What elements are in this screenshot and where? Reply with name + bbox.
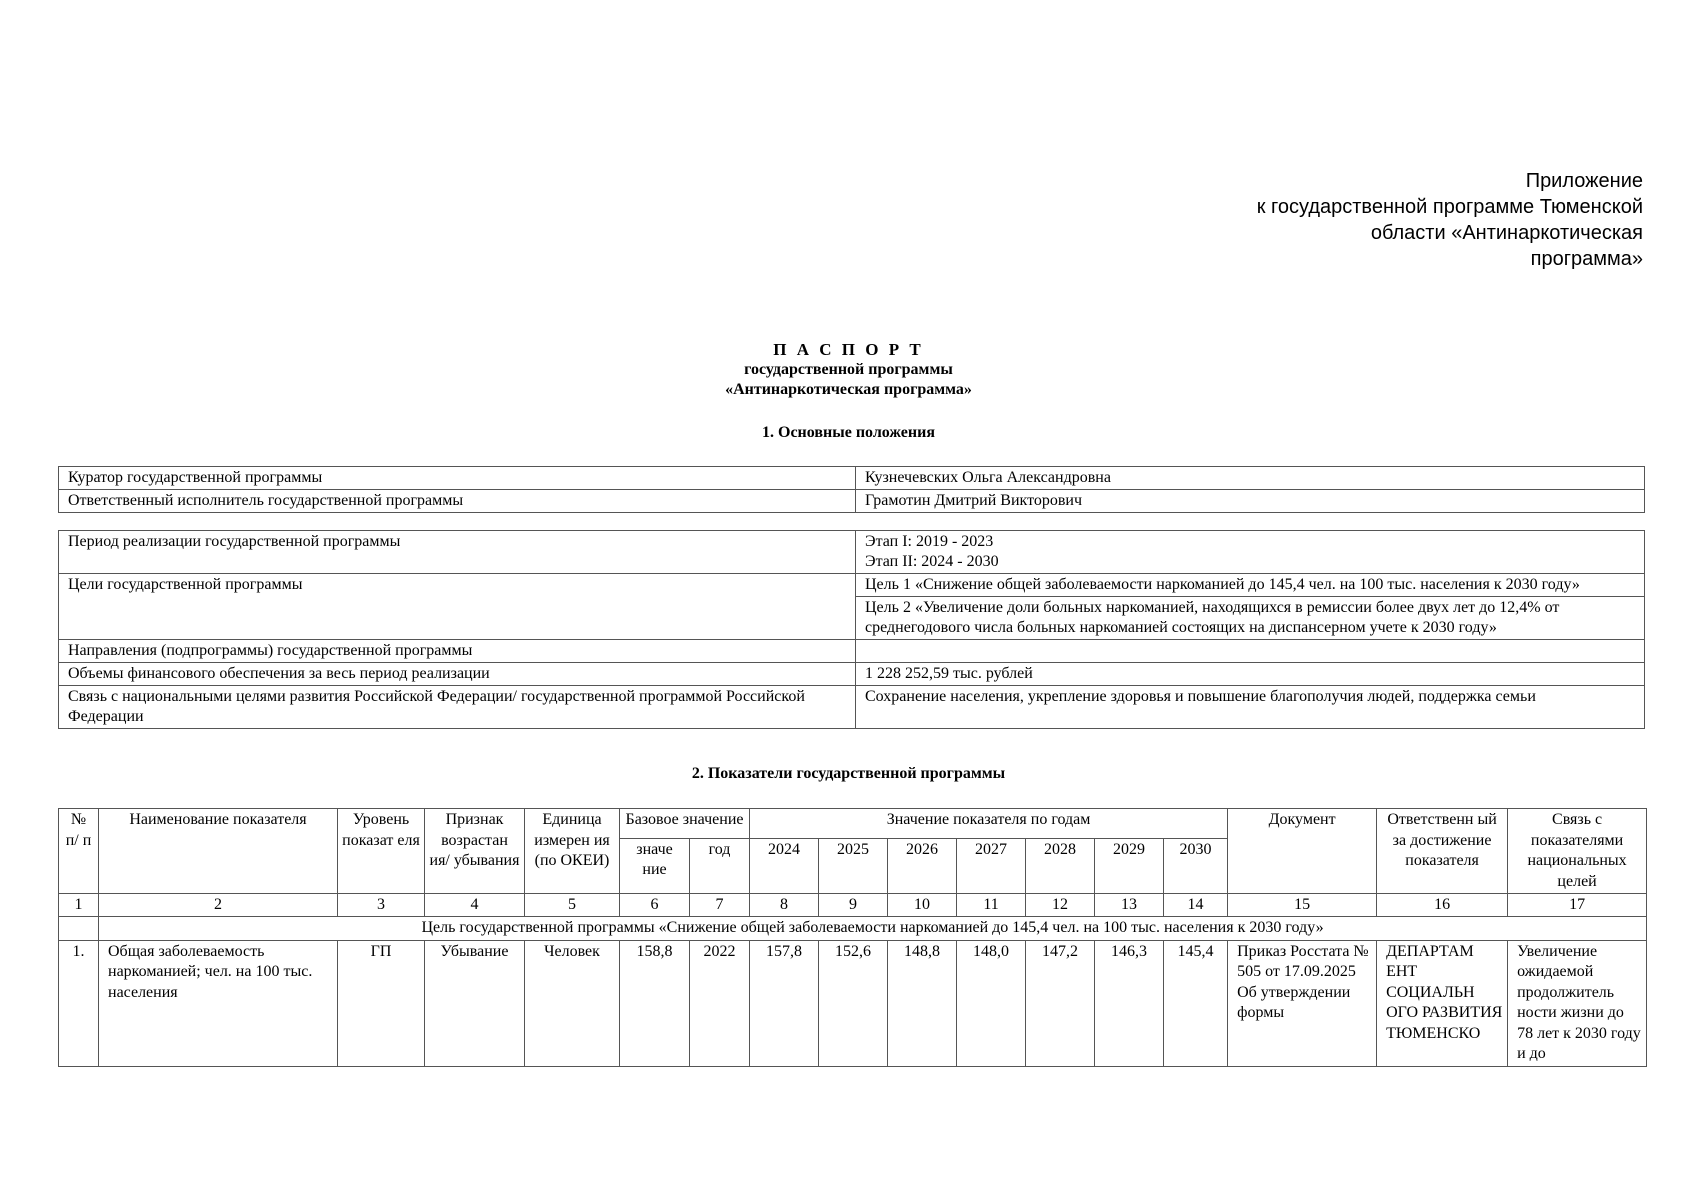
cell-no: 1. [59, 940, 99, 1066]
column-number: 17 [1508, 894, 1647, 917]
goal-row-text: Цель государственной программы «Снижение общей заболеваемости наркоманией до 145,4 чел. на 100 тыс. населения к 2030 году» [99, 917, 1647, 941]
column-number: 2 [99, 894, 338, 917]
table-row [59, 490, 1645, 513]
header-year: 2026 [888, 838, 957, 893]
header-year: 2024 [750, 838, 819, 893]
table-row [59, 640, 1645, 663]
cell-document: Приказ Росстата № 505 от 17.09.2025 Об утверждении формы [1228, 940, 1377, 1066]
cell-year-value: 152,6 [819, 940, 888, 1066]
column-number: 5 [525, 894, 620, 917]
basic-info-table [58, 466, 1645, 513]
header-values-by-year: Значение показателя по годам [750, 809, 1228, 839]
executor-value: Грамотин Дмитрий Викторович [856, 490, 1645, 513]
header-year: 2025 [819, 838, 888, 893]
appendix-line: программа» [1530, 248, 1643, 270]
funding-value: 1 228 252,59 тыс. рублей [856, 663, 1645, 686]
header-row [59, 809, 1647, 839]
header-year: 2030 [1164, 838, 1228, 893]
column-number-row [59, 894, 1647, 917]
national-goals-label: Связь с национальными целями развития Российской Федерации/ государственной программой Российской Федерации [59, 686, 856, 729]
appendix-line: Приложение [1525, 170, 1643, 192]
header-year: 2028 [1026, 838, 1095, 893]
header-level: Уровень показат еля [338, 809, 425, 894]
appendix-note [1257, 168, 1643, 272]
section-1-title: 1. Основные положения [762, 424, 935, 441]
cell-year-value: 145,4 [1164, 940, 1228, 1066]
cell-base-value: 158,8 [620, 940, 690, 1066]
header-responsible: Ответственн ый за достижение показателя [1377, 809, 1508, 894]
column-number: 10 [888, 894, 957, 917]
directions-value [856, 640, 1645, 663]
cell-level: ГП [338, 940, 425, 1066]
cell-national-link: Увеличение ожидаемой продолжитель ности жизни до 78 лет к 2030 году и до [1508, 940, 1647, 1066]
table-row [59, 663, 1645, 686]
cell-year-value: 147,2 [1026, 940, 1095, 1066]
title-line-1: П А С П О Р Т [773, 340, 924, 359]
cell-year-value: 146,3 [1095, 940, 1164, 1066]
column-number: 13 [1095, 894, 1164, 917]
period-value [856, 531, 1645, 574]
title-line-3: «Антинаркотическая программа» [725, 381, 972, 398]
cell-unit: Человек [525, 940, 620, 1066]
goal-row-spacer [59, 917, 99, 941]
goals-label: Цели государственной программы [59, 574, 856, 640]
cell-year-value: 157,8 [750, 940, 819, 1066]
passport-title [0, 340, 1697, 400]
indicators-table [58, 808, 1647, 1067]
column-number: 1 [59, 894, 99, 917]
table-row [59, 467, 1645, 490]
table-row [59, 574, 1645, 597]
goal-2: Цель 2 «Увеличение доли больных наркоманией, находящихся в ремиссии более двух лет до 12,4% от среднегодового числа больных наркоманией состоящих на диспансерном учете к 2030 году» [856, 597, 1645, 640]
section-2-title: 2. Показатели государственной программы [691, 765, 1006, 782]
column-number: 15 [1228, 894, 1377, 917]
header-link: Связь с показателями национальных целей [1508, 809, 1647, 894]
goal-1: Цель 1 «Снижение общей заболеваемости наркоманией до 145,4 чел. на 100 тыс. населения к 2030 году» [856, 574, 1645, 597]
curator-value: Кузнечевских Ольга Александровна [856, 467, 1645, 490]
header-sign: Признак возрастан ия/ убывания [425, 809, 525, 894]
table-row [59, 686, 1645, 729]
executor-label: Ответственный исполнитель государственной программы [59, 490, 856, 513]
column-number: 7 [690, 894, 750, 917]
cell-year-value: 148,8 [888, 940, 957, 1066]
column-number: 9 [819, 894, 888, 917]
cell-year-value: 148,0 [957, 940, 1026, 1066]
table-row [59, 531, 1645, 574]
header-year: 2027 [957, 838, 1026, 893]
goal-row [59, 917, 1647, 941]
directions-label: Направления (подпрограммы) государственной программы [59, 640, 856, 663]
header-name: Наименование показателя [99, 809, 338, 894]
column-number: 6 [620, 894, 690, 917]
header-base-year: год [690, 838, 750, 893]
title-line-2: государственной программы [744, 361, 953, 378]
funding-label: Объемы финансового обеспечения за весь период реализации [59, 663, 856, 686]
program-details-table [58, 530, 1645, 729]
period-label: Период реализации государственной программы [59, 531, 856, 574]
column-number: 11 [957, 894, 1026, 917]
header-no: № п/ п [59, 809, 99, 894]
cell-base-year: 2022 [690, 940, 750, 1066]
curator-label: Куратор государственной программы [59, 467, 856, 490]
column-number: 8 [750, 894, 819, 917]
cell-name: Общая заболеваемость наркоманией; чел. на 100 тыс. населения [99, 940, 338, 1066]
column-number: 3 [338, 894, 425, 917]
column-number: 16 [1377, 894, 1508, 917]
column-number: 4 [425, 894, 525, 917]
cell-responsible: ДЕПАРТАМ ЕНТ СОЦИАЛЬН ОГО РАЗВИТИЯ ТЮМЕНСКО [1377, 940, 1508, 1066]
cell-sign: Убывание [425, 940, 525, 1066]
appendix-line: к государственной программе Тюменской [1256, 196, 1643, 218]
appendix-line: области «Антинаркотическая [1370, 222, 1643, 244]
header-unit: Единица измерен ия (по ОКЕИ) [525, 809, 620, 894]
national-goals-value: Сохранение населения, укрепление здоровья и повышение благополучия людей, поддержка семьи [856, 686, 1645, 729]
header-base-value: значе ние [620, 838, 690, 893]
header-base: Базовое значение [620, 809, 750, 839]
column-number: 12 [1026, 894, 1095, 917]
period-stage-2: Этап II: 2024 - 2030 [865, 553, 999, 570]
column-number: 14 [1164, 894, 1228, 917]
header-document: Документ [1228, 809, 1377, 894]
header-year: 2029 [1095, 838, 1164, 893]
period-stage-1: Этап I: 2019 - 2023 [865, 533, 994, 550]
table-row [59, 940, 1647, 1066]
